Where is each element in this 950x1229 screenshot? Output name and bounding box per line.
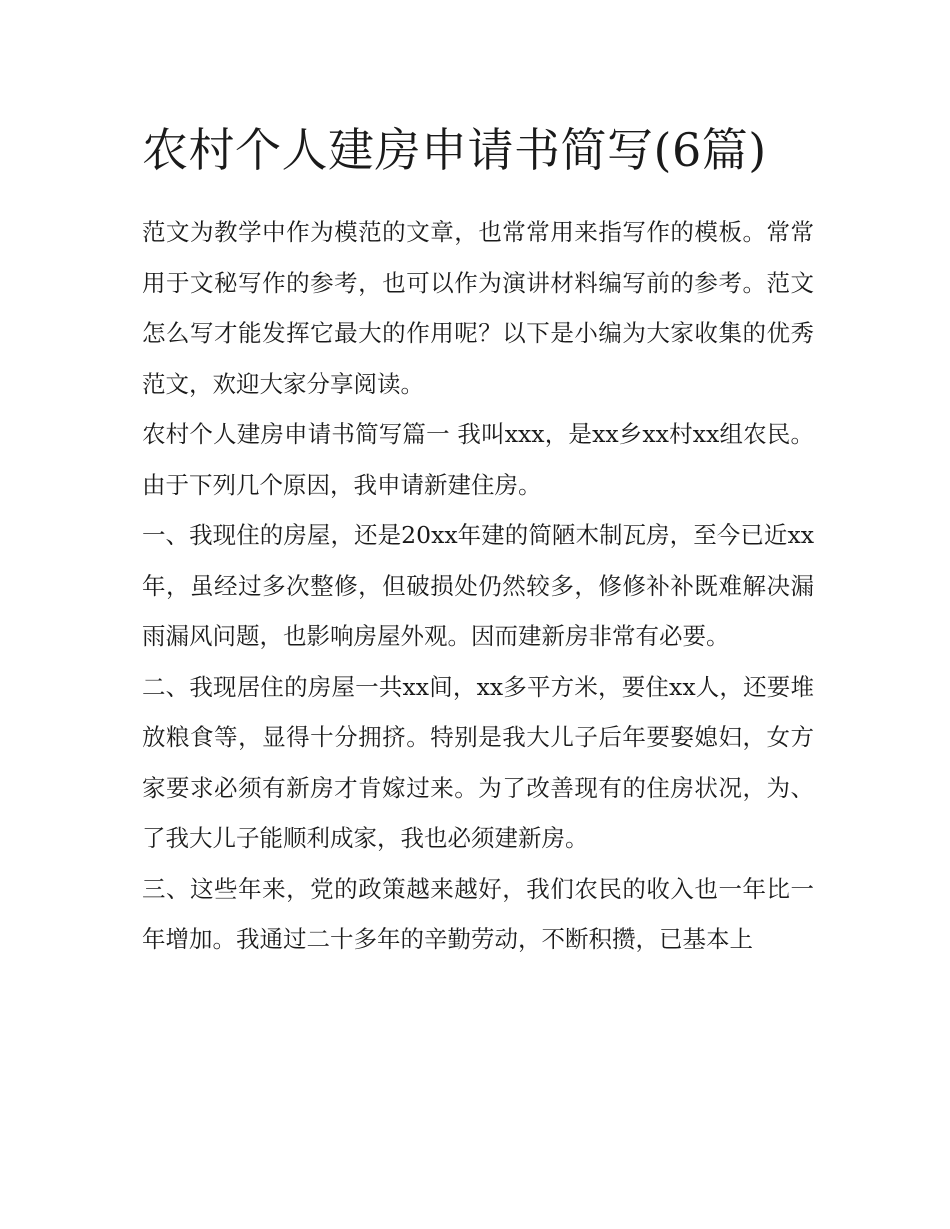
document-title: 农村个人建房申请书简写(6篇) (142, 123, 767, 177)
paragraph-intro: 范文为教学中作为模范的文章，也常常用来指写作的模板。常常用于文秘写作的参考，也可以作为演讲材料编写前的参考。范文怎么写才能发挥它最大的作用呢？以下是小编为大家收集的优秀范文，欢迎大家分享阅读。 (142, 218, 814, 398)
paragraph-reason-three: 三、这些年来，党的政策越来越好，我们农民的收入也一年比一年增加。我通过二十多年的辛勤劳动，不断积攒，已基本上 (142, 874, 814, 953)
paragraph-reason-two: 二、我现居住的房屋一共xx间，xx多平方米，要住xx人，还要堆放粮食等，显得十分拥挤。特别是我大儿子后年要娶媳妇，女方家要求必须有新房才肯嫁过来。为了改善现有的住房状况，为、了我大儿子能顺利成家，我也必须建新房。 (142, 672, 814, 852)
paragraph-reason-one: 一、我现住的房屋，还是20xx年建的简陋木制瓦房，至今已近xx年，虽经过多次整修，但破损处仍然较多，修修补补既难解决漏雨漏风问题，也影响房屋外观。因而建新房非常有必要。 (142, 521, 814, 650)
document-content (142, 114, 814, 965)
document-body (142, 207, 814, 965)
paragraph-article-one-opening: 农村个人建房申请书简写篇一 我叫xxx，是xx乡xx村xx组农民。由于下列几个原因，我申请新建住房。 (142, 420, 814, 499)
